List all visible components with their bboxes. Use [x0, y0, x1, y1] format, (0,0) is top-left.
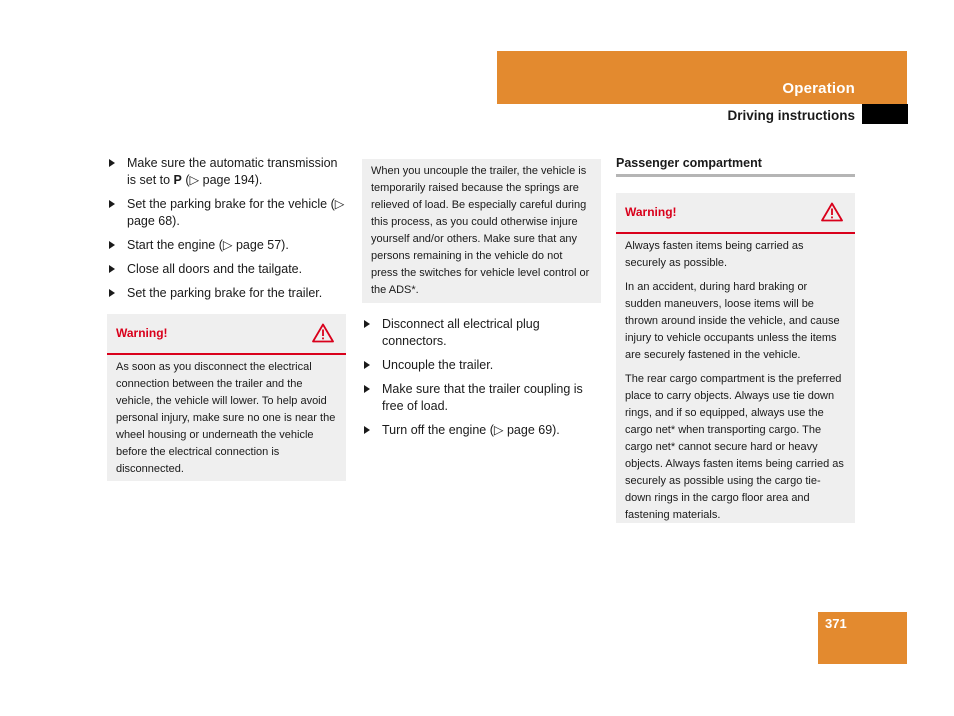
passenger-compartment-heading: Passenger compartment: [616, 156, 855, 177]
warning-paragraph: The rear cargo compartment is the preferred place to carry objects. Always use tie down rings, and if so equipped, always use the cargo net* when transporting cargo. The cargo net* cannot secure hard or heavy objects. Always fasten items being carried as securely as possible using the cargo tie-down rings in the cargo floor area and fastening materials.: [625, 373, 844, 521]
warning-title: Warning!: [116, 326, 168, 340]
instruction-step: Uncouple the trailer.: [362, 357, 602, 374]
instruction-step: Set the parking brake for the vehicle (▷ page 68).: [107, 196, 347, 230]
arrow-bullet-icon: [109, 265, 115, 273]
arrow-bullet-icon: [109, 289, 115, 297]
warning-box-cargo: [616, 193, 855, 523]
page-number-box: [818, 612, 907, 664]
section-title: Operation: [782, 80, 855, 97]
warning-text: [616, 234, 855, 539]
left-column: [107, 155, 347, 309]
instruction-step: Disconnect all electrical plug connectors.: [362, 316, 602, 350]
subsection-title: Driving instructions: [727, 108, 855, 123]
instruction-step: Set the parking brake for the trailer.: [107, 285, 347, 302]
instruction-step: Make sure that the trailer coupling is free of load.: [362, 381, 602, 415]
arrow-bullet-icon: [364, 361, 370, 369]
warning-triangle-icon: [312, 323, 334, 343]
warning-title: Warning!: [625, 205, 677, 219]
warning-paragraph: In an accident, during hard braking or sudden maneuvers, loose items will be thrown around inside the vehicle, and cause injury to vehicle occupants unless the items are securely fastened in the vehicle.: [625, 281, 840, 361]
note-box-uncouple: When you uncouple the trailer, the vehicle is temporarily raised because the springs are relieved of load. Be especially careful during this process, as you could otherwise injure yourself and/or others. Make sure that any persons remaining in the vehicle do not press the switches for vehicle level control or the ADS*.: [362, 159, 601, 303]
warning-header: [107, 314, 346, 355]
page-number: 371: [825, 616, 847, 631]
arrow-bullet-icon: [364, 426, 370, 434]
instruction-step: Make sure the automatic transmission is set to P (▷ page 194).: [107, 155, 347, 189]
warning-box-trailer: [107, 314, 346, 481]
warning-triangle-icon: [821, 202, 843, 222]
arrow-bullet-icon: [109, 200, 115, 208]
warning-text: As soon as you disconnect the electrical connection between the trailer and the vehicle, the vehicle will lower. To help avoid personal injury, make sure no one is near the wheel housing or underneath the vehicle before the electrical connection is disconnected.: [116, 361, 336, 475]
arrow-bullet-icon: [364, 320, 370, 328]
section-header-bar: [497, 51, 907, 104]
instruction-step: Start the engine (▷ page 57).: [107, 237, 347, 254]
warning-paragraph: Always fasten items being carried as securely as possible.: [625, 240, 804, 269]
arrow-bullet-icon: [364, 385, 370, 393]
warning-header: [616, 193, 855, 234]
arrow-bullet-icon: [109, 159, 115, 167]
section-tab-marker: [862, 104, 908, 124]
arrow-bullet-icon: [109, 241, 115, 249]
instruction-step: Close all doors and the tailgate.: [107, 261, 347, 278]
instruction-step: Turn off the engine (▷ page 69).: [362, 422, 602, 439]
middle-column: [362, 316, 602, 446]
